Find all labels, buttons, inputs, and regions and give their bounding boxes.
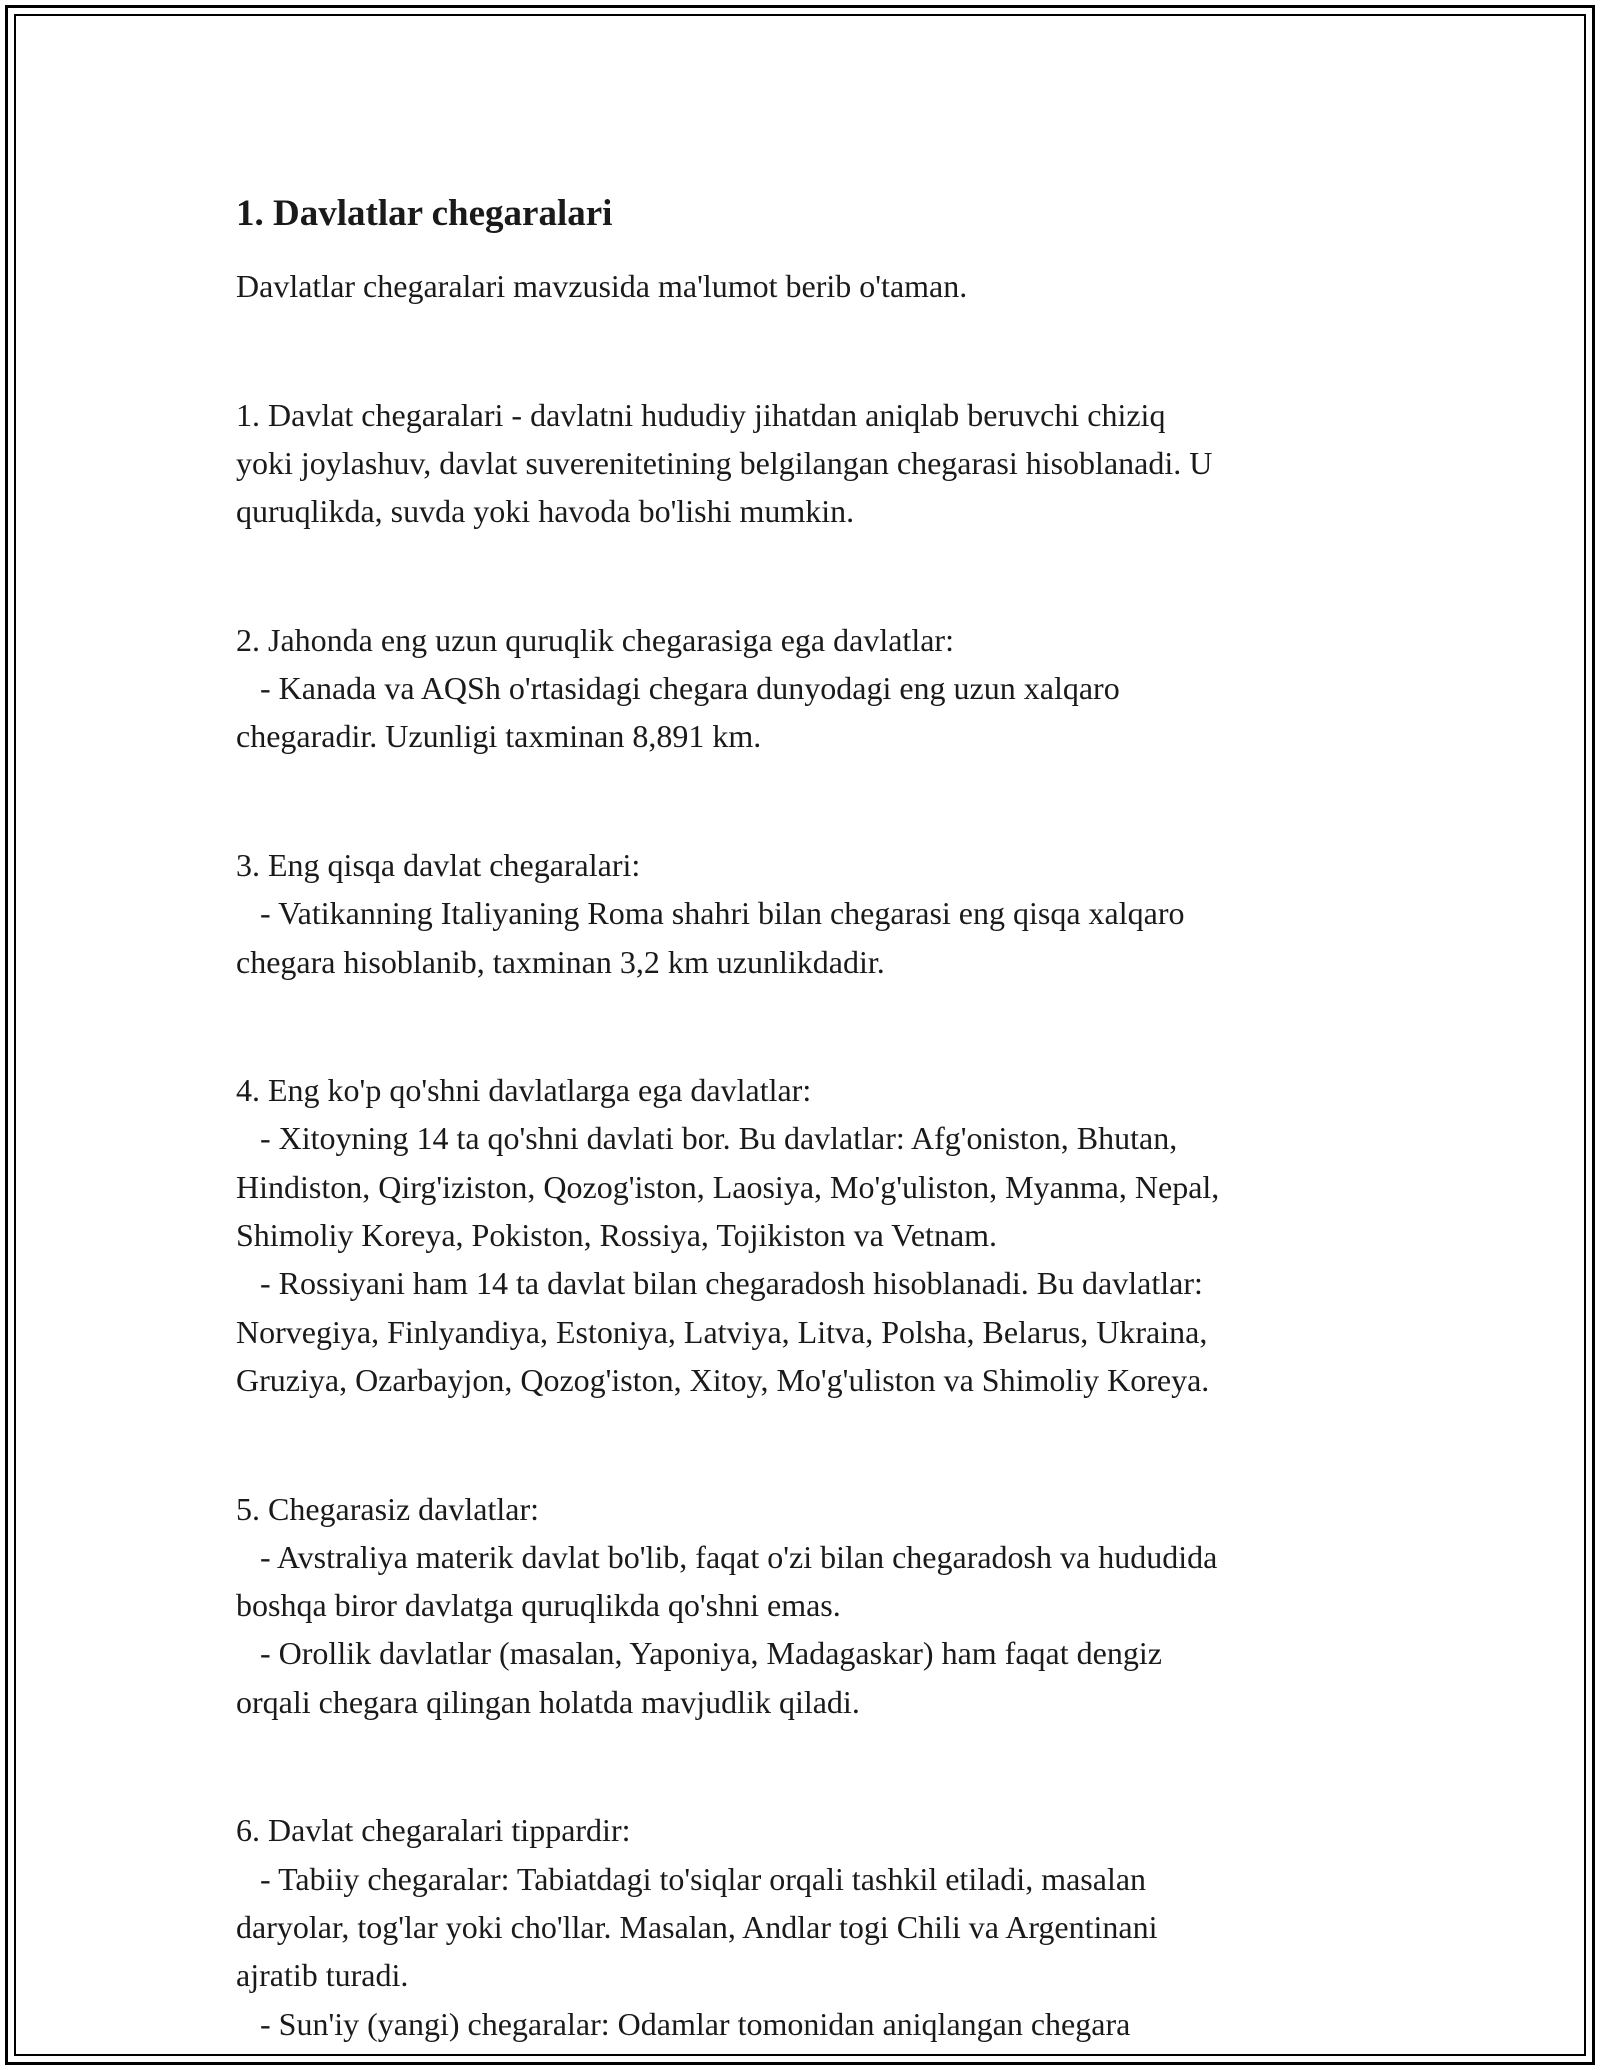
text-line: - Vatikanning Italiyaning Roma shahri bilan chegarasi eng qisqa xalqaro xyxy=(236,895,1185,932)
text-line: - Rossiyani ham 14 ta davlat bilan chegaradosh hisoblanadi. Bu davlatlar: xyxy=(236,1265,1203,1302)
text-line: 5. Chegarasiz davlatlar: xyxy=(236,1490,539,1527)
text-line: - Avstraliya materik davlat bo'lib, faqat o'zi bilan chegaradosh va hududida xyxy=(236,1538,1218,1575)
text-line: chegara hisoblanib, taxminan 3,2 km uzunlikdadir. xyxy=(236,943,885,980)
blank-line xyxy=(236,777,1396,825)
text-line: Hindiston, Qirg'iziston, Qozog'iston, Laosiya, Mo'g'uliston, Myanma, Nepal, xyxy=(236,1168,1220,1205)
document-body xyxy=(236,188,1396,2048)
text-line: ajratib turadi. xyxy=(236,1957,409,1994)
text-line: - Kanada va AQSh o'rtasidagi chegara dunyodagi eng uzun xalqaro xyxy=(236,670,1120,707)
document-text xyxy=(236,262,1396,2048)
blank-line xyxy=(236,1420,1396,1468)
text-line: yoki joylashuv, davlat suverenitetining belgilangan chegarasi hisoblanadi. U xyxy=(236,444,1213,481)
text-line: quruqlikda, suvda yoki havoda bo'lishi mumkin. xyxy=(236,493,855,530)
text-line: Davlatlar chegaralari mavzusida ma'lumot berib o'taman. xyxy=(236,268,968,304)
text-line: - Sun'iy (yangi) chegaralar: Odamlar tomonidan aniqlangan chegara xyxy=(236,2005,1131,2042)
document-title: 1. Davlatlar chegaralari xyxy=(236,193,613,234)
text-line: - Tabiiy chegaralar: Tabiatdagi to'siqlar orqali tashkil etiladi, masalan xyxy=(236,1860,1147,1897)
text-line: orqali chegara qilingan holatda mavjudlik qiladi. xyxy=(236,1683,860,1720)
text-line: 1. Davlat chegaralari - davlatni hududiy jihatdan aniqlab beruvchi chiziq xyxy=(236,396,1166,433)
text-line: Shimoliy Koreya, Pokiston, Rossiya, Tojikiston va Vetnam. xyxy=(236,1217,998,1254)
text-line: boshqa biror davlatga quruqlikda qo'shni emas. xyxy=(236,1587,841,1624)
blank-line xyxy=(236,326,1396,374)
text-line: 4. Eng ko'p qo'shni davlatlarga ega davlatlar: xyxy=(236,1072,812,1109)
text-line: 2. Jahonda eng uzun quruqlik chegarasiga ega davlatlar: xyxy=(236,621,954,658)
text-line: - Orollik davlatlar (masalan, Yaponiya, Madagaskar) ham faqat dengiz xyxy=(236,1635,1162,1672)
text-line: daryolar, tog'lar yoki cho'llar. Masalan, Andlar togi Chili va Argentinani xyxy=(236,1908,1158,1945)
text-line: 3. Eng qisqa davlat chegaralari: xyxy=(236,846,641,883)
blank-line xyxy=(236,1002,1396,1050)
text-line: chegaradir. Uzunligi taxminan 8,891 km. xyxy=(236,718,762,755)
blank-line xyxy=(236,551,1396,599)
text-line: Gruziya, Ozarbayjon, Qozog'iston, Xitoy, Mo'g'uliston va Shimoliy Koreya. xyxy=(236,1361,1210,1398)
blank-line xyxy=(236,1742,1396,1790)
text-line: - Xitoyning 14 ta qo'shni davlati bor. Bu davlatlar: Afg'oniston, Bhutan, xyxy=(236,1120,1178,1157)
text-line: 6. Davlat chegaralari tippardir: xyxy=(236,1812,631,1849)
text-line: Norvegiya, Finlyandiya, Estoniya, Latviya, Litva, Polsha, Belarus, Ukraina, xyxy=(236,1313,1208,1350)
